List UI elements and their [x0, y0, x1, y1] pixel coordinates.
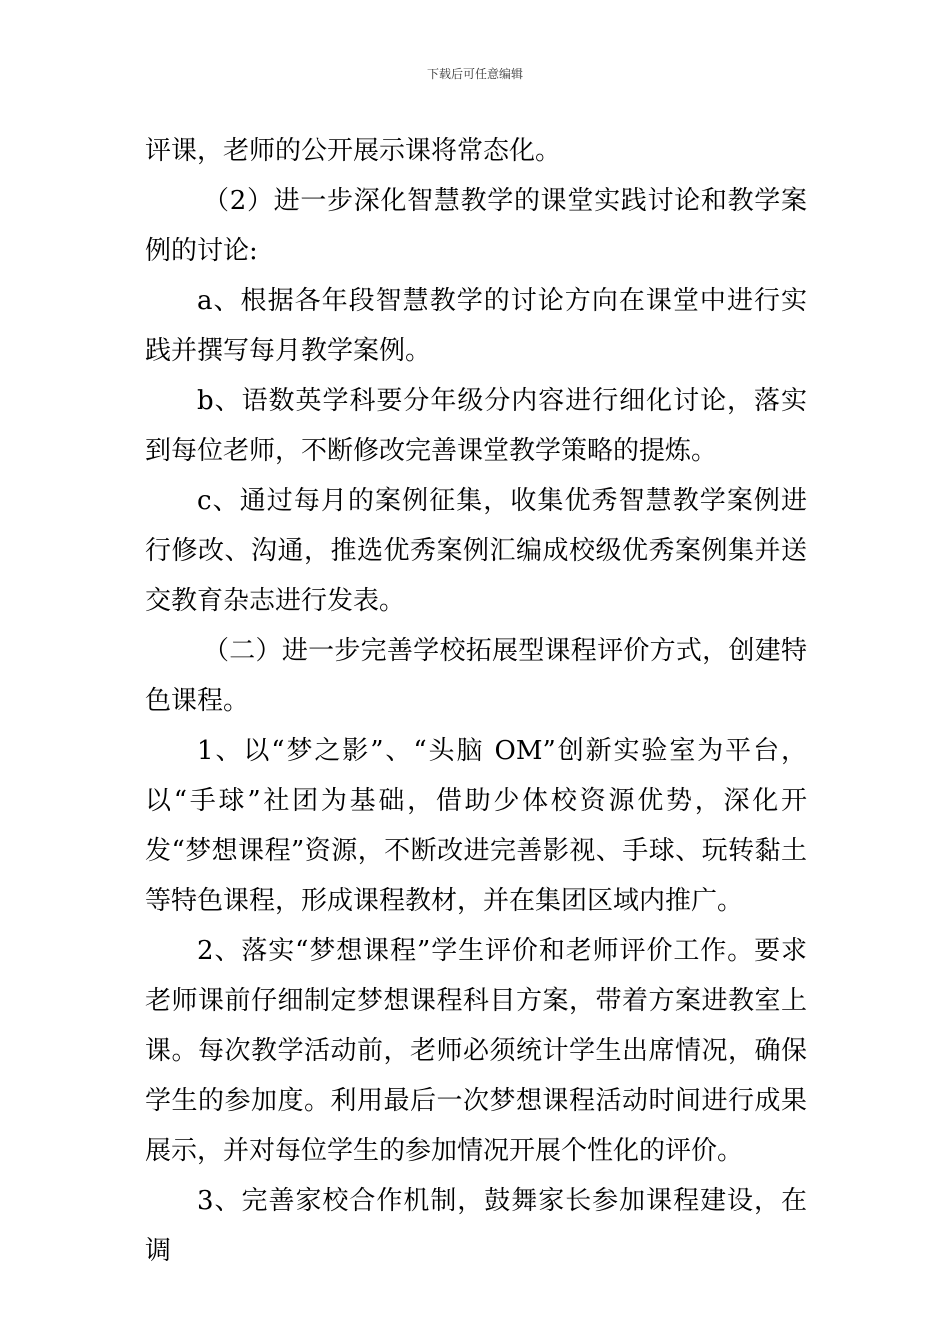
section-heading-two: （二）进一步完善学校拓展型课程评价方式，创建特色课程。: [145, 636, 807, 716]
paragraph-item-a: a、根据各年段智慧教学的讨论方向在课堂中进行实践并撰写每月教学案例。: [145, 286, 807, 366]
paragraph-item-c: c、通过每月的案例征集，收集优秀智慧教学案例进行修改、沟通，推选优秀案例汇编成校级优秀案例集并送交教育杂志进行发表。: [145, 486, 807, 616]
paragraph-continuation: 评课，老师的公开展示课将常态化。: [145, 136, 562, 166]
paragraph-item-b: b、语数英学科要分年级分内容进行细化讨论，落实到每位老师，不断修改完善课堂教学策略的提炼。: [145, 386, 807, 466]
paragraph-point-1: 1、以“梦之影”、“头脑 OM”创新实验室为平台，以“手球”社团为基础，借助少体校资源优势，深化开发“梦想课程”资源，不断改进完善影视、手球、玩转黏土等特色课程，形成课程教材，并在集团区域内推广。: [145, 736, 807, 916]
paragraph-subsection-2: （2）进一步深化智慧教学的课堂实践讨论和教学案例的讨论:: [145, 186, 807, 266]
paragraph-point-3: 3、完善家校合作机制，鼓舞家长参加课程建设，在调: [145, 1186, 807, 1266]
page-header: 下载后可任意编辑: [426, 67, 523, 81]
paragraph-point-2: 2、落实“梦想课程”学生评价和老师评价工作。要求老师课前仔细制定梦想课程科目方案，带着方案进教室上课。每次教学活动前，老师必须统计学生出席情况，确保学生的参加度。利用最后一次梦想课程活动时间进行成果展示，并对每位学生的参加情况开展个性化的评价。: [145, 936, 807, 1166]
document-body: [145, 126, 807, 1276]
